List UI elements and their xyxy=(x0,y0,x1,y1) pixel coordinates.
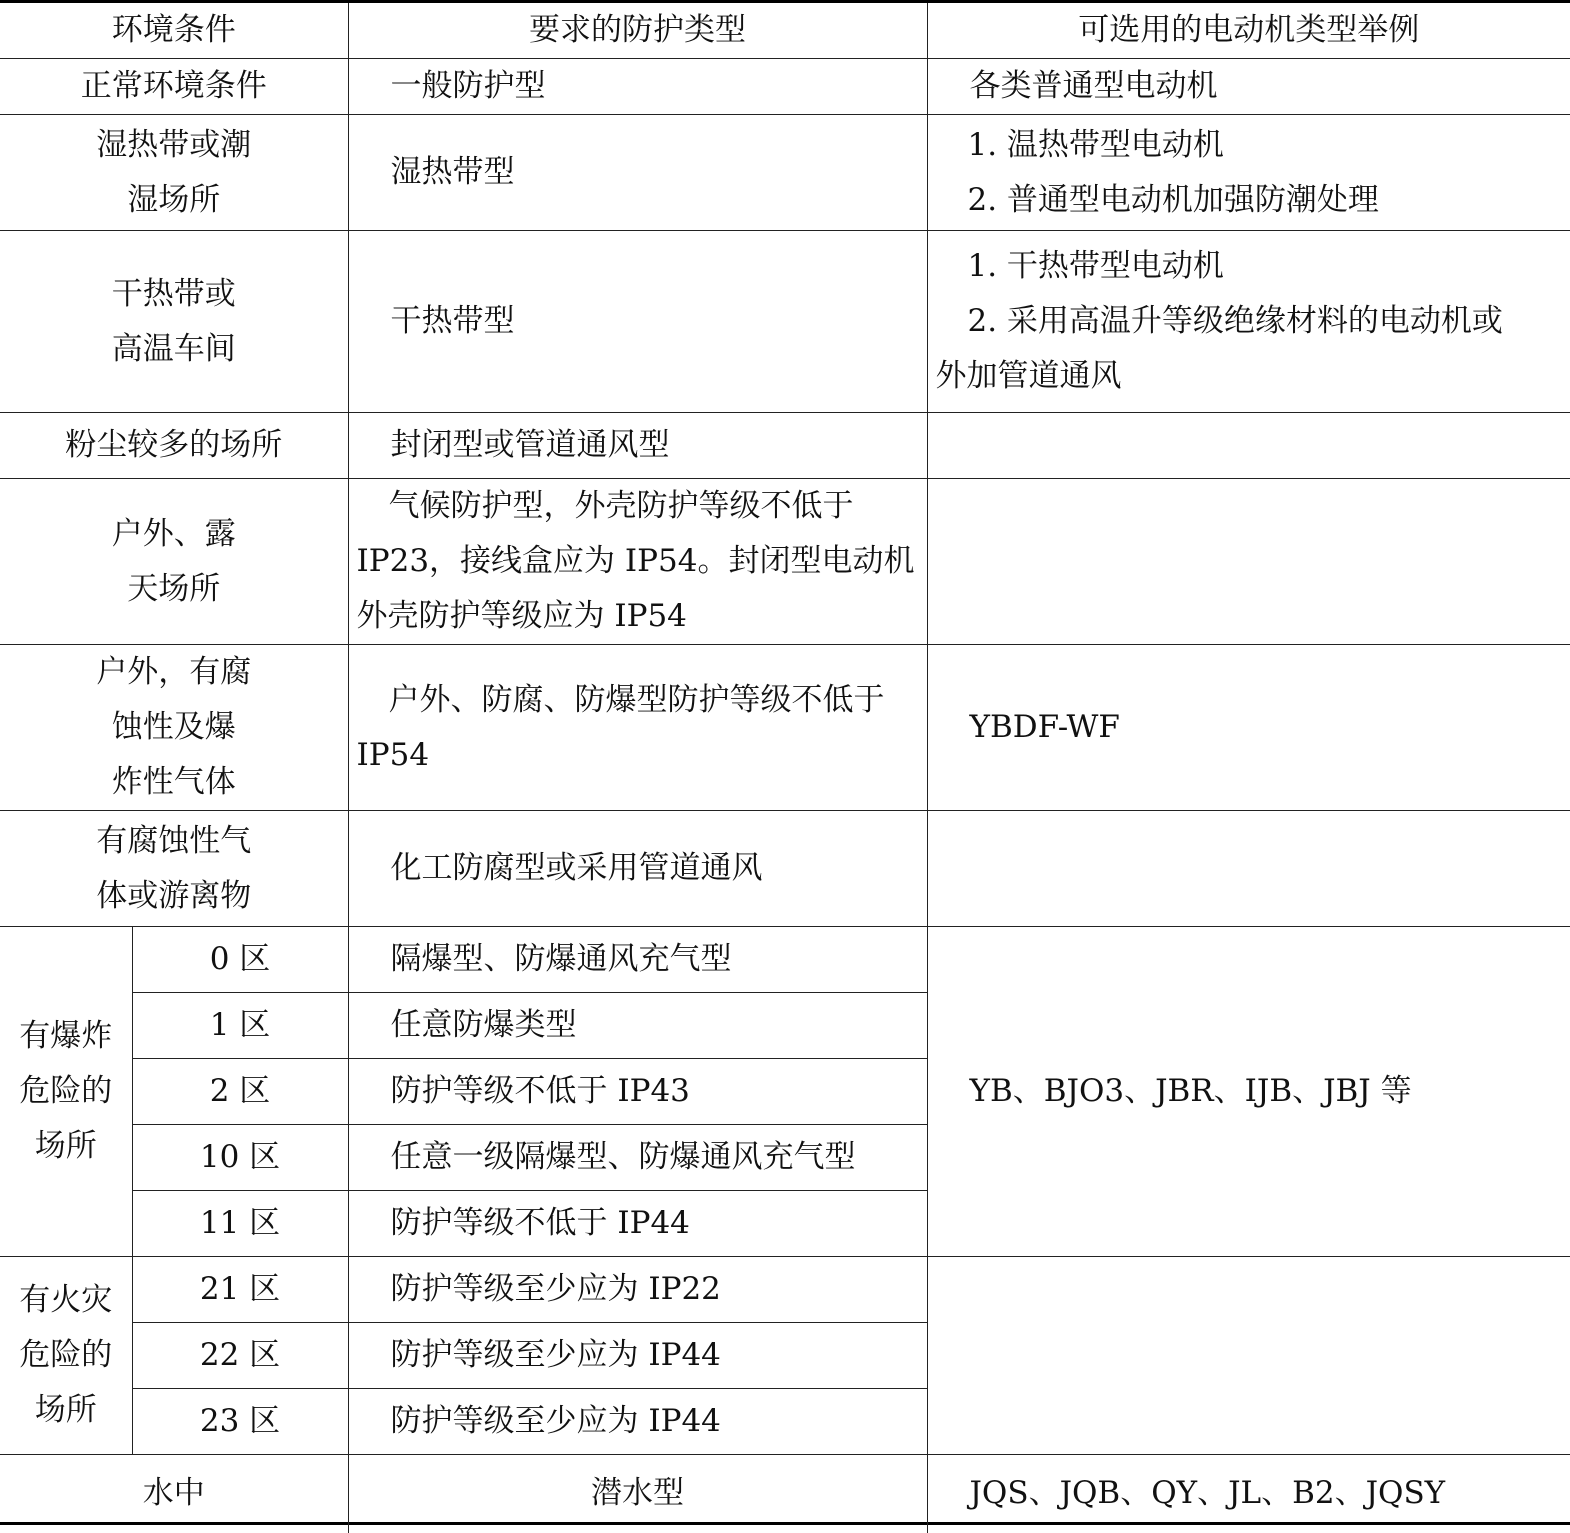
table-row xyxy=(0,231,1570,413)
zone-cell: 1 区 xyxy=(132,993,348,1059)
protection-cell: 化工防腐型或采用管道通风 xyxy=(348,811,927,927)
env-line: 体或游离物 xyxy=(96,877,252,914)
motor-cell xyxy=(927,811,1570,927)
motor-cell xyxy=(927,413,1570,479)
protection-line: IP23，接线盒应为 IP54。封闭型电动机 xyxy=(356,543,915,579)
table-row xyxy=(0,59,1570,115)
env-cell: 正常环境条件 xyxy=(0,59,348,115)
protection-line: 外壳防护等级应为 IP54 xyxy=(356,598,687,634)
motor-line: 2. 采用高温升等级绝缘材料的电动机或 xyxy=(967,303,1503,339)
table-row xyxy=(0,927,1570,993)
header-row xyxy=(0,3,1570,59)
protection-cell: 隔爆型、防爆通风充气型 xyxy=(348,927,927,993)
env-line: 有爆炸 xyxy=(19,1018,113,1054)
zone-cell: 11 区 xyxy=(132,1191,348,1257)
protection-line: IP54 xyxy=(356,736,430,773)
protection-cell: 湿热带型 xyxy=(348,115,927,231)
motor-line: 1. 干热带型电动机 xyxy=(967,248,1224,284)
fire-group-label xyxy=(0,1257,132,1455)
motor-cell xyxy=(927,115,1570,231)
protection-cell: 任意防爆类型 xyxy=(348,993,927,1059)
header-environment: 环境条件 xyxy=(0,3,348,59)
table-row xyxy=(0,115,1570,231)
protection-line: 户外、防腐、防爆型防护等级不低于 xyxy=(388,681,885,718)
zone-cell: 0 区 xyxy=(132,927,348,993)
motor-line: 1. 温热带型电动机 xyxy=(967,126,1224,163)
table-row xyxy=(0,413,1570,479)
header-motor-examples: 可选用的电动机类型举例 xyxy=(927,3,1570,59)
zone-cell: 10 区 xyxy=(132,1125,348,1191)
table-row xyxy=(0,1257,1570,1323)
motor-cell: YBDF-WF xyxy=(927,645,1570,811)
zone-cell: 23 区 xyxy=(132,1389,348,1455)
protection-cell: 干热带型 xyxy=(348,231,927,413)
table-row xyxy=(0,1455,1570,1533)
env-cell xyxy=(0,479,348,645)
motor-selection-table xyxy=(0,3,1570,1533)
protection-cell: 潜水型 xyxy=(348,1455,927,1533)
env-cell xyxy=(0,115,348,231)
motor-line: 外加管道通风 xyxy=(935,358,1122,394)
env-cell: 粉尘较多的场所 xyxy=(0,413,348,479)
protection-cell xyxy=(348,645,927,811)
protection-cell xyxy=(348,479,927,645)
motor-cell xyxy=(927,479,1570,645)
zone-cell: 2 区 xyxy=(132,1059,348,1125)
protection-line: 气候防护型，外壳防护等级不低于 xyxy=(388,488,854,524)
env-line: 有腐蚀性气 xyxy=(96,822,252,859)
protection-cell: 防护等级至少应为 IP44 xyxy=(348,1389,927,1455)
env-line: 户外，有腐 xyxy=(96,654,252,690)
env-line: 天场所 xyxy=(127,570,221,607)
env-line: 高温车间 xyxy=(111,330,236,367)
motor-cell: JQS、JQB、QY、JL、B2、JQSY xyxy=(927,1455,1570,1533)
env-line: 有火灾 xyxy=(19,1282,113,1318)
motor-cell: YB、BJO3、JBR、IJB、JBJ 等 xyxy=(927,927,1570,1257)
env-line: 户外、露 xyxy=(111,515,236,552)
protection-cell: 一般防护型 xyxy=(348,59,927,115)
env-line: 场所 xyxy=(34,1392,97,1428)
motor-cell xyxy=(927,1257,1570,1455)
table-row xyxy=(0,479,1570,645)
table-row xyxy=(0,645,1570,811)
env-line: 场所 xyxy=(34,1128,97,1164)
motor-cell: 各类普通型电动机 xyxy=(927,59,1570,115)
env-line: 干热带或 xyxy=(111,275,236,312)
protection-cell: 任意一级隔爆型、防爆通风充气型 xyxy=(348,1125,927,1191)
motor-line: 2. 普通型电动机加强防潮处理 xyxy=(967,181,1379,218)
protection-cell: 防护等级不低于 IP43 xyxy=(348,1059,927,1125)
protection-cell: 防护等级至少应为 IP22 xyxy=(348,1257,927,1323)
table-row xyxy=(0,811,1570,927)
env-cell xyxy=(0,231,348,413)
zone-cell: 21 区 xyxy=(132,1257,348,1323)
env-line: 湿场所 xyxy=(127,181,221,218)
env-line: 危险的 xyxy=(19,1073,113,1109)
env-line: 蚀性及爆 xyxy=(111,709,236,745)
explosion-group-label xyxy=(0,927,132,1257)
zone-cell: 22 区 xyxy=(132,1323,348,1389)
env-line: 湿热带或潮 xyxy=(96,126,252,163)
env-line: 炸性气体 xyxy=(111,764,236,800)
env-cell xyxy=(0,645,348,811)
protection-cell: 防护等级至少应为 IP44 xyxy=(348,1323,927,1389)
protection-cell: 防护等级不低于 IP44 xyxy=(348,1191,927,1257)
motor-cell xyxy=(927,231,1570,413)
env-cell xyxy=(0,811,348,927)
header-protection: 要求的防护类型 xyxy=(348,3,927,59)
env-line: 危险的 xyxy=(19,1337,113,1373)
env-cell: 水中 xyxy=(0,1455,348,1533)
protection-cell: 封闭型或管道通风型 xyxy=(348,413,927,479)
